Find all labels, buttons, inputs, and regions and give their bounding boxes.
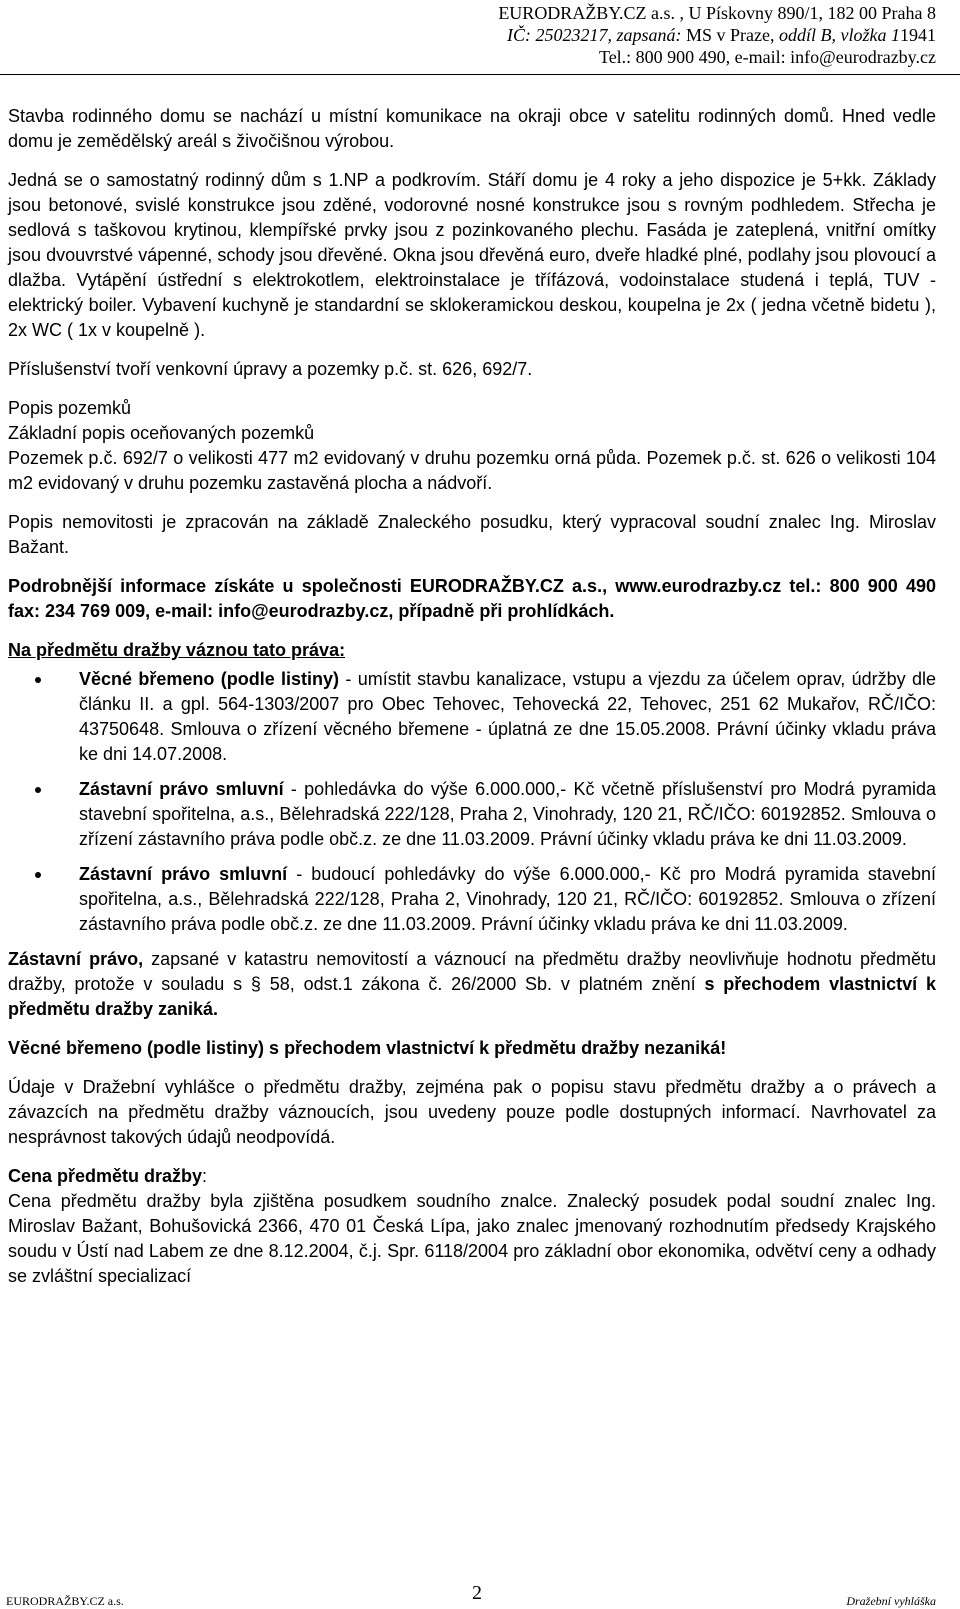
footer-document-title: Dražební vyhláška [846,1594,936,1608]
paragraph-disclaimer: Údaje v Dražební vyhlášce o předmětu dražby, zejména pak o popisu stavu předmětu dražby a o právech a závazcích na předmětu dražby váznoucích, jsou uvedeny pouze podle dostupných informací. Navrhovatel za nesprávnost takových údajů neodpovídá. [8,1077,936,1147]
bullet-icon [35,787,41,793]
rights-list-item [8,862,936,937]
header-contact-line: Tel.: 800 900 490, e-mail: info@eurodrazby.cz [598,47,936,67]
bullet-icon [35,872,41,878]
rights-list [8,667,936,937]
header-registration-line [0,24,960,46]
lien-text: zapsané v katastru nemovitostí a váznoucí na předmětu dražby neovlivňuje hodnotu předmětu dražby, protože v souladu s § 58, odst.1 zákona č. 26/2000 Sb. v platném znění [8,949,937,994]
land-subtitle: Základní popis oceňovaných pozemků [8,423,315,443]
header-company-line: EURODRAŽBY.CZ a.s. , U Pískovny 890/1, 182 00 Praha 8 [498,3,936,23]
right-text: - pohledávka do výše 6.000.000,- Kč včetně příslušenství pro Modrá pyramida stavební spořitelna, a.s., Bělehradská 222/128, Praha 2, Vinohrady, 120 21, RČ/IČO: 60192852. Smlouva o zřízení zástavního práva podle obč.z. ze dne 11.03.2009. Právní účinky vkladu práva ke dni 11.03.2009. [79,779,936,849]
footer-page-number: 2 [472,1582,482,1604]
rights-list-item [8,667,936,767]
rights-heading [8,638,936,663]
lien-title: Zástavní právo, [8,949,144,969]
header-reg-part-c: oddíl B, vložka 1 [779,25,900,45]
paragraph-location: Stavba rodinného domu se nachází u místní komunikace na okraji obce v satelitu rodinných domů. Hned vedle domu je zemědělský areál s živočišnou výrobou. [8,106,936,151]
land-text: Pozemek p.č. 692/7 o velikosti 477 m2 evidovaný v druhu pozemku orná půda. Pozemek p.č. st. 626 o velikosti 104 m2 evidovaný v druhu pozemku zastavěná plocha a nádvoří. [8,448,936,493]
header-divider [0,74,960,75]
paragraph-contact-info: Podrobnější informace získáte u společnosti EURODRAŽBY.CZ a.s., www.eurodrazby.cz tel.: 800 900 490 fax: 234 769 009, e-mail: info@eurodrazby.cz, případně při prohlídkách. [8,576,936,621]
bullet-icon [35,677,41,683]
paragraph-house-description: Jedná se o samostatný rodinný dům s 1.NP a podkrovím. Stáří domu je 4 roky a jeho dispozice je 5+kk. Základy jsou betonové, svislé konstrukce jsou zděné, vodorovné nosné konstrukce jsou s rovným podhledem. Střecha je sedlová s taškovou krytinou, klempířské prvky jsou z pozinkovaného plechu. Fasáda je zateplená, vnitřní omítky jsou dvouvrstvé vápenné, schody jsou dřevěné. Okna jsou dřevěná euro, dveře hladké plné, podlahy jsou plovoucí a dlažba. Vytápění ústřední s elektrokotlem, elektroinstalace je třífázová, vodoinstalace studená i teplá, TUV - elektrický boiler. Vybavení kuchyně je standardní se sklokeramickou deskou, koupelna je 2x ( jedna včetně bidetu ), 2x WC ( 1x v koupelně ). [8,170,936,340]
paragraph-lien-note [8,947,936,1022]
right-title: Věcné břemeno (podle listiny) [79,669,340,689]
paragraph-land-description [8,396,936,496]
price-heading: Cena předmětu dražby [8,1166,203,1186]
lien-text-bold: s přechodem vlastnictví k předmětu dražby zaniká. [8,974,936,1019]
header-reg-part-a: IČ: 25023217, zapsaná: [507,25,687,45]
right-title: Zástavní právo smluvní [79,864,288,884]
price-text: Cena předmětu dražby byla zjištěna posudkem soudního znalce. Znalecký posudek podal soudní znalec Ing. Miroslav Bažant, Bohušovická 2366, 470 01 Česká Lípa, jako znalec jmenovaný rozhodnutím předsedy Krajského soudu v Ústí nad Labem ze dne 8.12.2004, č.j. Spr. 6118/2004 pro základní obor ekonomika, odvětví ceny a odhady se zvláštní specializací [8,1191,936,1286]
footer-company: EURODRAŽBY.CZ a.s. [6,1594,124,1608]
header-reg-part-b: MS v Praze, [686,25,780,45]
land-title: Popis pozemků [8,398,132,418]
price-heading-colon: : [202,1166,208,1186]
paragraph-expert-report: Popis nemovitosti je zpracován na základě Znaleckého posudku, který vypracoval soudní znalec Ing. Miroslav Bažant. [8,512,936,557]
rights-heading-text: Na předmětu dražby váznou tato práva: [8,640,346,660]
paragraph-price [8,1164,936,1289]
page-header [0,2,960,68]
rights-list-item [8,777,936,852]
right-title: Zástavní právo smluvní [79,779,284,799]
right-text: - budoucí pohledávky do výše 6.000.000,- Kč pro Modrá pyramida stavební spořitelna, a.s., Bělehradská 222/128, Praha 2, Vinohrady, 120 21, RČ/IČO: 60192852. Smlouva o zřízení zástavního práva podle obč.z. ze dne 11.03.2009. Právní účinky vkladu práva ke dni 11.03.2009. [79,864,936,934]
paragraph-easement-note: Věcné břemeno (podle listiny) s přechodem vlastnictví k předmětu dražby nezaniká! [8,1038,727,1058]
header-reg-part-d: 1941 [900,25,936,45]
document-body [8,104,936,1303]
right-text: - umístit stavbu kanalizace, vstupu a vjezdu za účelem oprav, údržby dle článku II. a gpl. 564-1303/2007 pro Obec Tehovec, Tehovecká 22, Tehovec, 251 62 Mukařov, RČ/IČO: 43750648. Smlouva o zřízení věcného břemene - úplatná ze dne 15.05.2008. Právní účinky vkladu práva ke dni 14.07.2008. [79,669,936,764]
paragraph-accessories: Příslušenství tvoří venkovní úpravy a pozemky p.č. st. 626, 692/7. [8,359,533,379]
